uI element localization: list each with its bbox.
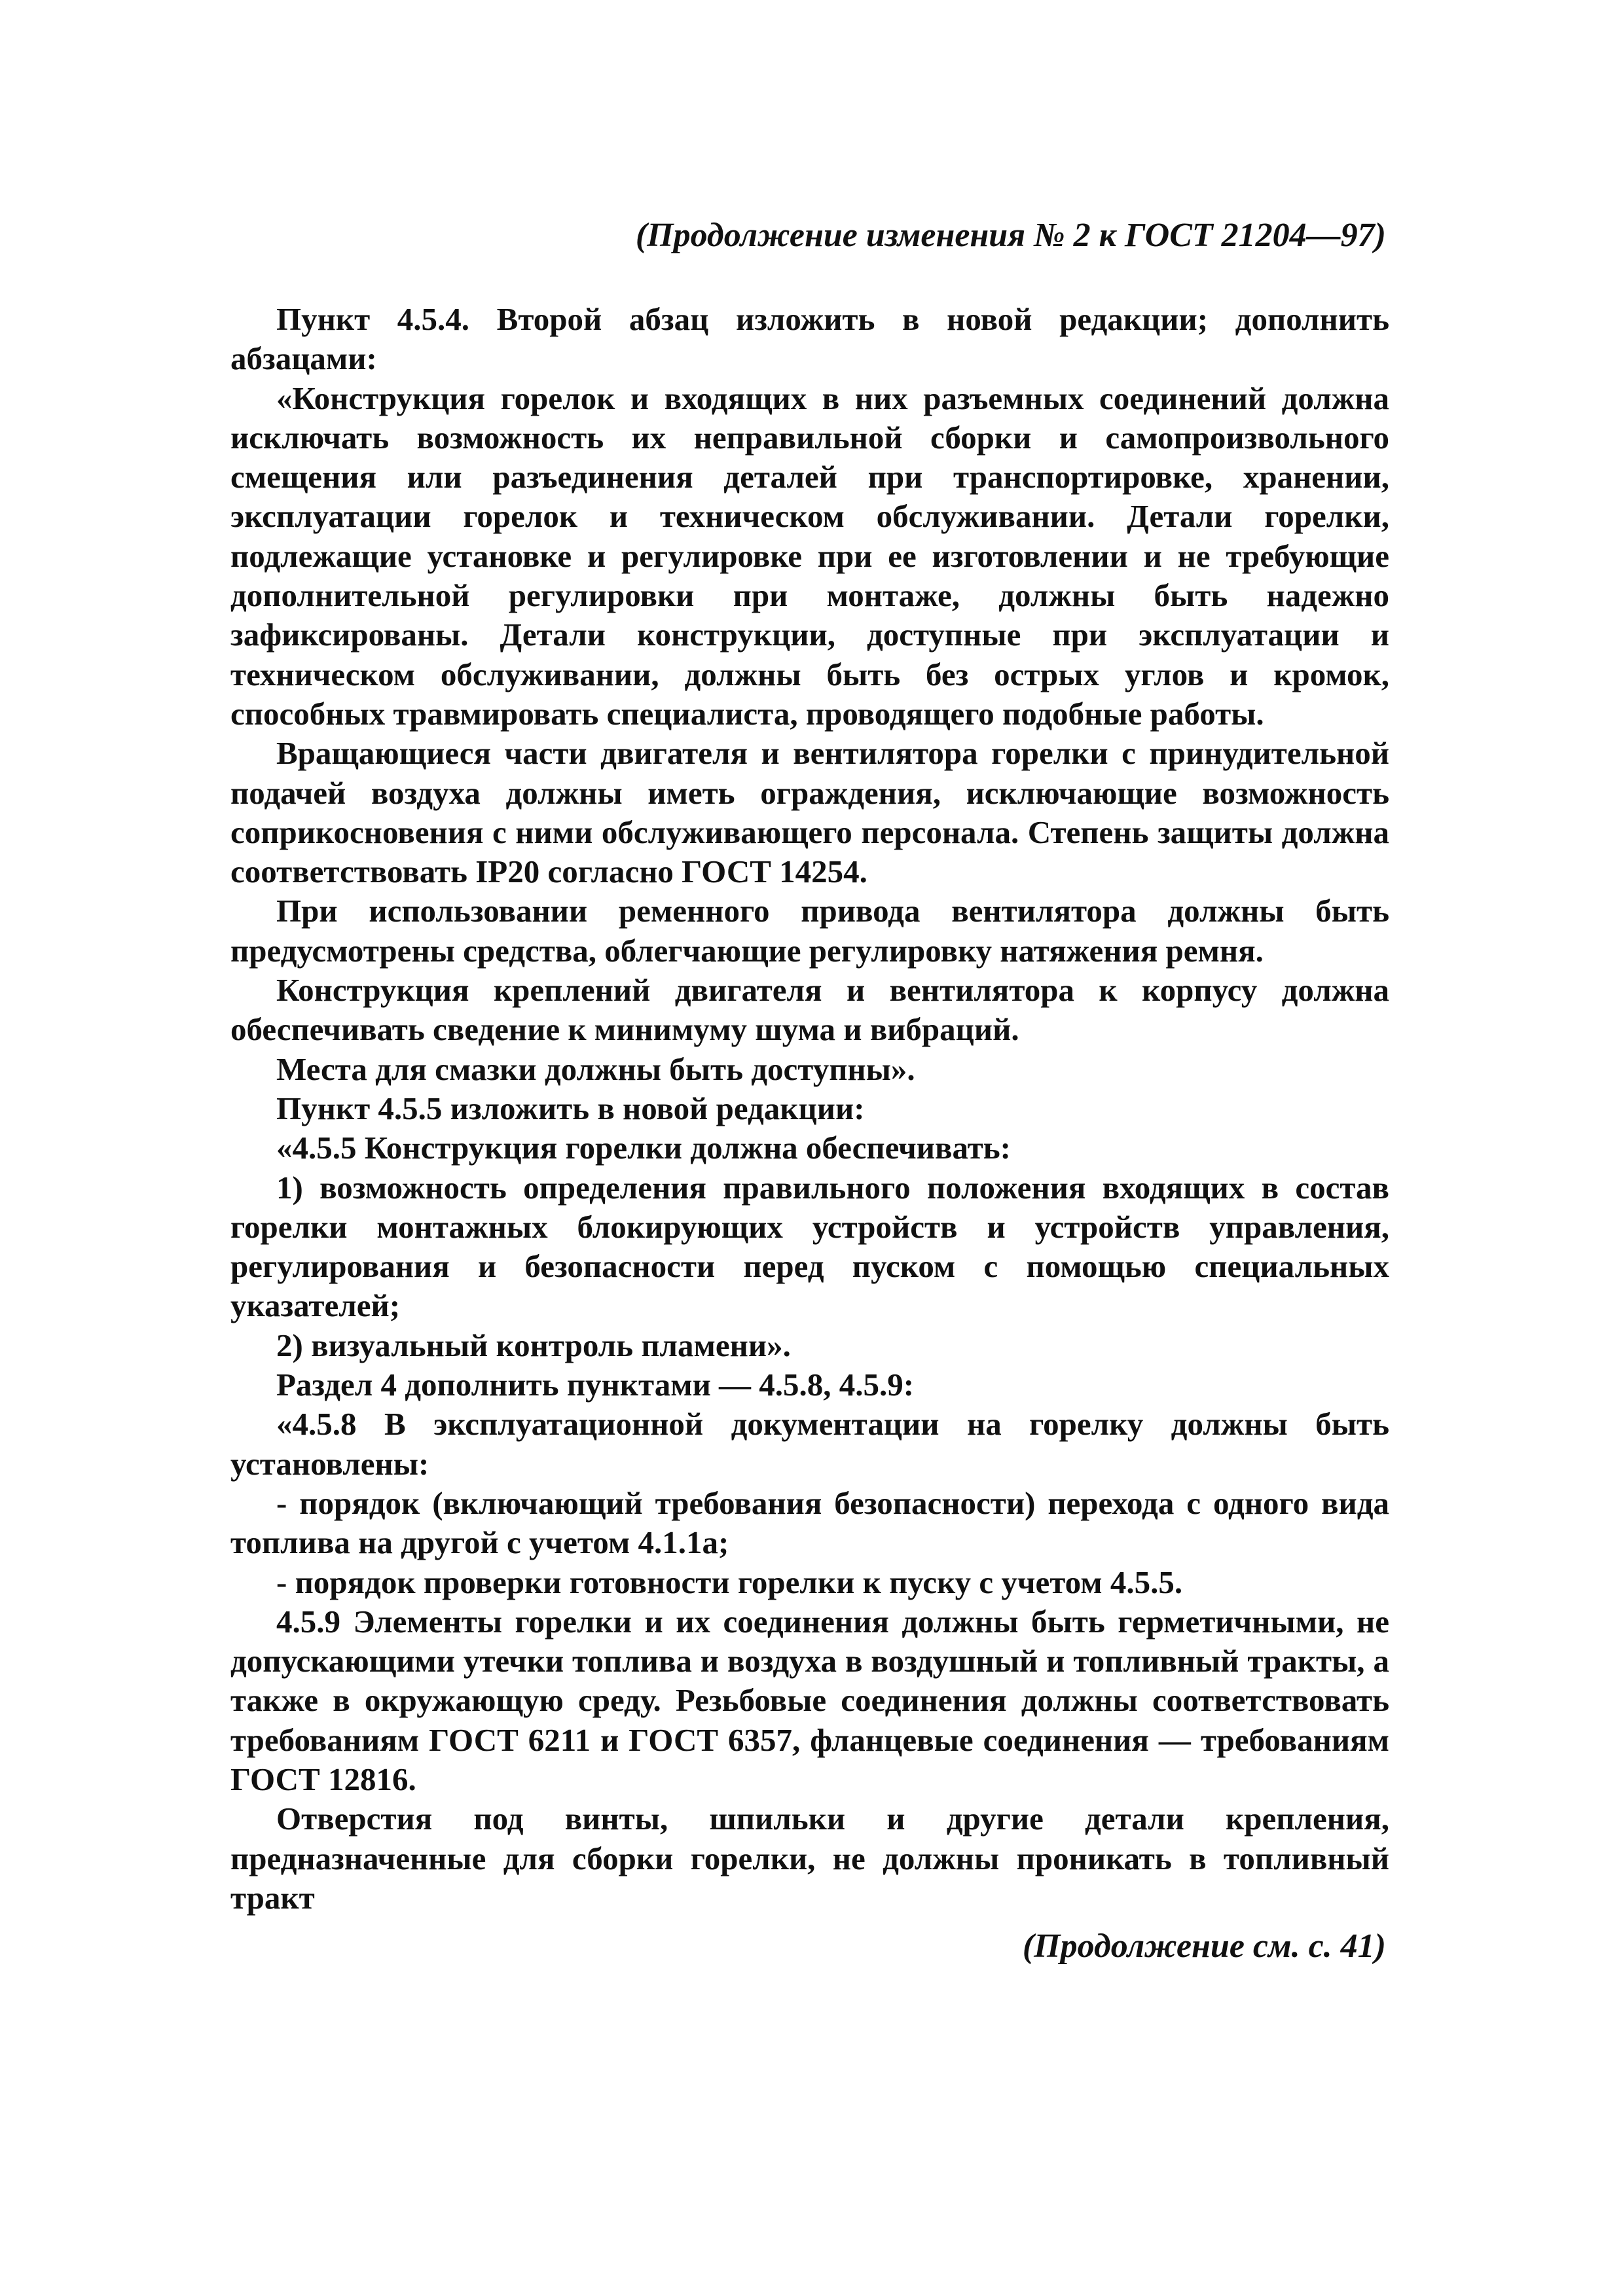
paragraph-item-1: 1) возможность определения правильного положения входящих в состав горелки монтажных блокирующих устройств и устройств управления, регулирования и безопасности перед пуском с помощью специальных указателей; [230,1169,1389,1324]
paragraph-rotating-parts: Вращающиеся части двигателя и вентилятора горелки с принудительной подачей воздуха должны иметь ограждения, исключающие возможность соприкосновения с ними обслуживающего персонала. Степень защиты должна соответствовать IP20 согласно ГОСТ 14254. [230,735,1389,890]
paragraph-clause-4-5-5: «4.5.5 Конструкция горелки должна обеспечивать: [276,1130,1011,1166]
paragraph-clause-4-5-5-intro: Пункт 4.5.5 изложить в новой редакции: [276,1090,865,1126]
header-continuation-note: (Продолжение изменения № 2 к ГОСТ 21204—97) [635,217,1386,254]
document-body [230,300,1389,1918]
footer-continuation-note: (Продолжение см. с. 41) [1022,1928,1386,1965]
paragraph-fuel-switch-order: - порядок (включающий требования безопасности) перехода с одного вида топлива на другой с учетом 4.1.1а; [230,1484,1389,1561]
paragraph-burner-construction: «Конструкция горелок и входящих в них разъемных соединений должна исключать возможность их неправильной сборки и самопроизвольного смещения или разъединения деталей при транспортировке, хранении, эксплуатации горелок и техническом обслуживании. Детали горелки, подлежащие установке и регулировке при ее изготовлении и не требующие дополнительной регулировки при монтаже, должны быть надежно зафиксированы. Детали конструкции, доступные при эксплуатации и техническом обслуживании, должны быть без острых углов и кромок, способных травмировать специалиста, проводящего подобные работы. [230,380,1389,732]
paragraph-item-2: 2) визуальный контроль пламени». [276,1327,791,1363]
paragraph-fastener-holes: Отверстия под винты, шпильки и другие детали крепления, предназначенные для сборки горелки, не должны проникать в топливный тракт [230,1801,1389,1916]
paragraph-readiness-check: - порядок проверки готовности горелки к пуску с учетом 4.5.5. [276,1564,1183,1600]
paragraph-clause-4-5-4: Пункт 4.5.4. Второй абзац изложить в новой редакции; дополнить абзацами: [230,301,1389,377]
paragraph-belt-drive: При использовании ременного привода вентилятора должны быть предусмотрены средства, облегчающие регулировку натяжения ремня. [230,893,1389,969]
paragraph-clause-4-5-9: 4.5.9 Элементы горелки и их соединения должны быть герметичными, не допускающими утечки топлива и воздуха в воздушный и топливный тракты, а также в окружающую среду. Резьбовые соединения должны соответствовать требованиям ГОСТ 6211 и ГОСТ 6357, фланцевые соединения — требованиям ГОСТ 12816. [230,1603,1389,1797]
paragraph-lubrication: Места для смазки должны быть доступны». [276,1050,915,1087]
paragraph-motor-mounting: Конструкция креплений двигателя и вентилятора к корпусу должна обеспечивать сведение к минимуму шума и вибраций. [230,972,1389,1048]
paragraph-section-4-addition: Раздел 4 дополнить пунктами — 4.5.8, 4.5.9: [276,1367,915,1403]
paragraph-clause-4-5-8: «4.5.8 В эксплуатационной документации на горелку должны быть установлены: [230,1406,1389,1482]
